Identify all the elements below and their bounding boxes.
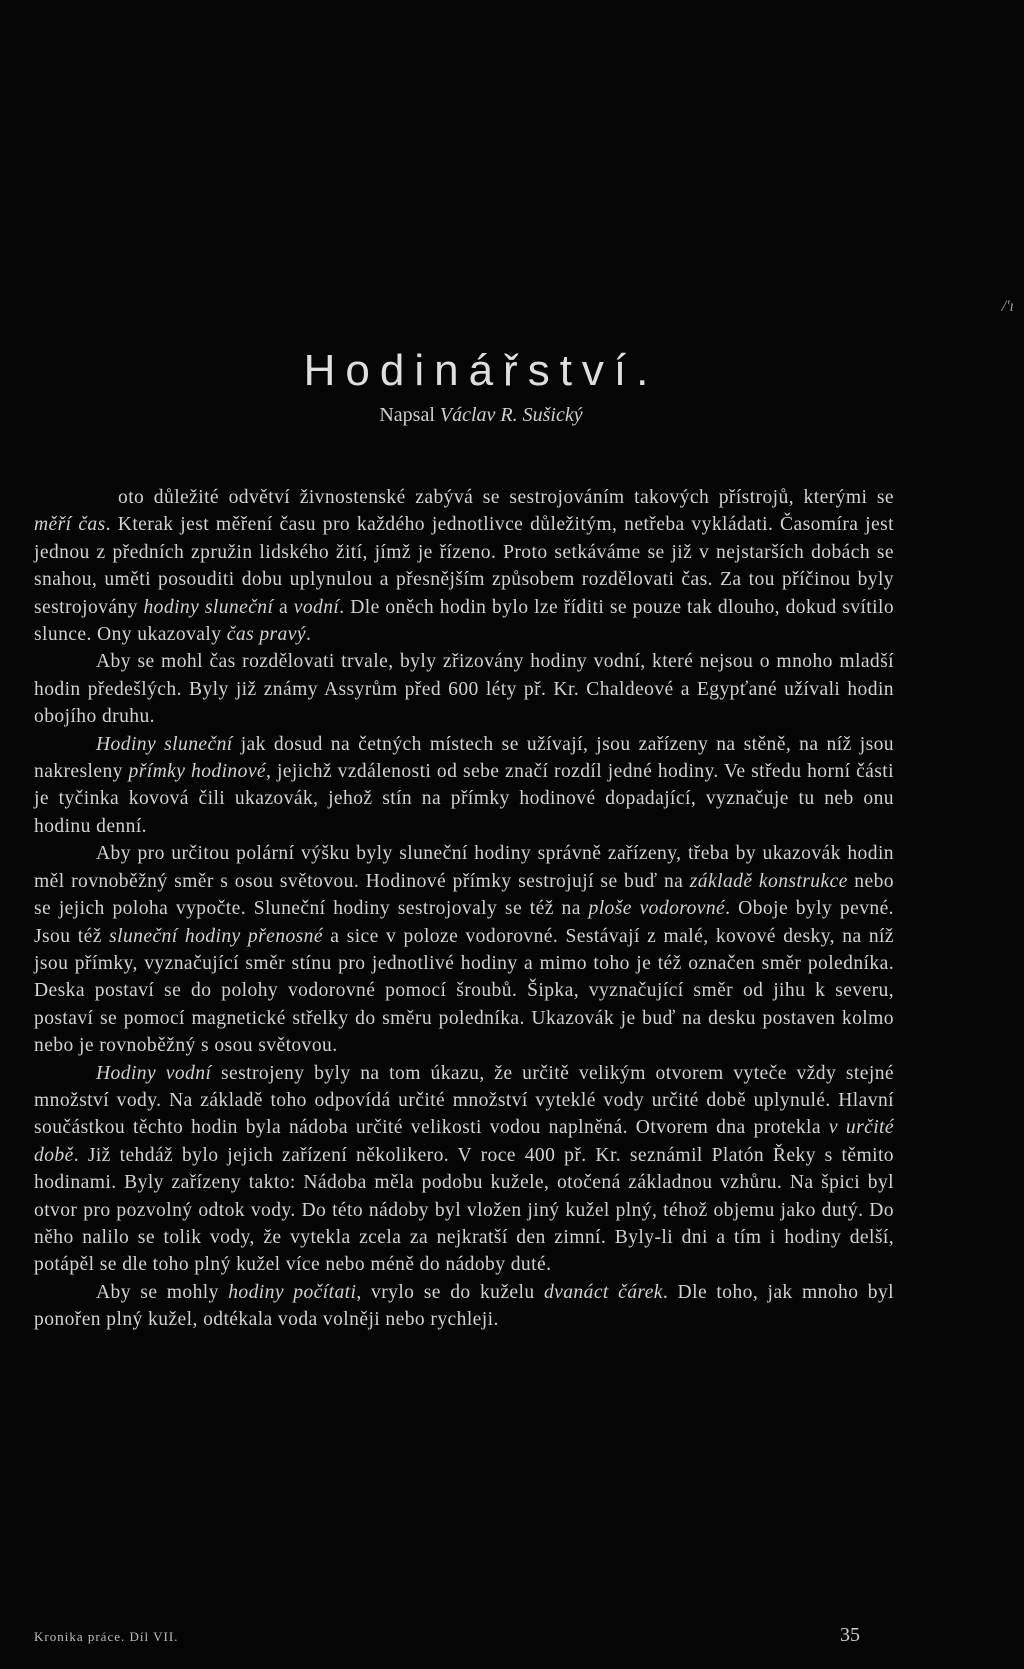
byline-author: Václav R. Sušický (439, 404, 583, 426)
byline (0, 404, 962, 427)
emphasis-text: měří čas (34, 514, 106, 536)
emphasis-text: vodní (293, 596, 340, 618)
text-run: Aby pro určitou polární výšku byly sluneční hodiny správně zařízeny, třeba by ukazovák hodin měl rovnoběžný směr s osou světovou. Hodinové přímky sestrojují se buď na (34, 843, 894, 892)
emphasis-text: ploše vodorovné (588, 898, 726, 920)
text-run: sestrojeny byly na tom úkazu, že určitě velikým otvorem vyteče vždy stejné množství vody. Na základě toho odpovídá určité množství vyteklé vody určité době uplynulé. Hlavní součástkou těchto hodin byla nádoba určité velikosti vodou naplněná. Otvorem dna protekla (34, 1062, 894, 1139)
text-run: nebo se jejich poloha vypočte. Sluneční hodiny sestrojovaly se též na (34, 870, 894, 920)
footer-publication: Kronika práce. Díl VII. (34, 1629, 179, 1644)
paragraph (34, 840, 894, 1059)
text-run: . (305, 624, 312, 646)
text-run: . Dle oněch hodin bylo lze říditi se pouze tak dlouho, dokud svítilo slunce. Ony ukazovaly (34, 596, 895, 646)
text-run: a (273, 596, 294, 618)
text-run: , vrylo se do kuželu (356, 1281, 544, 1303)
emphasis-text: Hodiny sluneční (96, 733, 233, 755)
emphasis-text: přímky hodinové (128, 761, 267, 783)
text-run: , jejichž vzdálenosti od sebe značí rozdíl jedné hodiny. Ve středu horní části je tyčinka kovová čili ukazovák, jehož stín na přímky hodinové dopadající, vyznačuje tu neb onu hodinu denní. (34, 761, 894, 837)
text-run: . Oboje byly pevné. Jsou též (34, 898, 894, 947)
text-run: Aby se mohl čas rozdělovati trvale, byly zřizovány hodiny vodní, které nejsou o mnoho mladší hodin předešlých. Byly již známy Assyrům před 600 léty př. Kr. Chaldeové a Egypťané užívali hodin obojího druhu. (34, 651, 894, 728)
emphasis-text: hodiny počítati (228, 1281, 357, 1303)
paragraph (34, 1060, 894, 1279)
text-run: Aby se mohly (96, 1281, 229, 1303)
page-number: 35 (840, 1624, 860, 1646)
emphasis-text: sluneční hodiny přenosné (109, 925, 323, 947)
paragraph (34, 731, 894, 841)
page-corner-mark: /'ı (1001, 298, 1014, 315)
text-run: . Dle toho, jak mnoho byl ponořen plný kužel, odtékala voda volněji nebo rychleji. (34, 1281, 894, 1331)
emphasis-text: základě konstrukce (689, 870, 848, 892)
page-title: Hodinářství. (303, 346, 659, 395)
paragraph (34, 648, 894, 730)
emphasis-text: dvanáct čárek (543, 1281, 663, 1303)
text-run: oto důležité odvětví živnostenské zabývá se sestrojováním takových přístrojů, kterými se (118, 487, 894, 508)
emphasis-text: hodiny sluneční (143, 596, 274, 618)
emphasis-text: Hodiny vodní (96, 1062, 212, 1084)
byline-prefix: Napsal (379, 404, 440, 426)
text-run: a sice v poloze vodorovné. Sestávají z malé, kovové desky, na níž jsou přímky, vyznačující směr stínu pro jednotlivé hodiny a mimo toho je též označen směr poledníka. Deska postaví se do polohy vodorovné pomocí šroubů. Šipka, vyznačující směr od jihu k severu, postaví se pomocí magnetické střelky do směru poledníka. Ukazovák je buď na desku postaven kolmo nebo je rovnoběžný s osou světovou. (34, 925, 894, 1057)
page-footer (34, 1624, 894, 1647)
paragraph (34, 484, 894, 648)
text-run: . Kterak jest měření času pro každého jednotlivce důležitým, netřeba vykládati. Časomíra jest jednou z předních zpružin lidského žití, jímž je řízeno. Proto setkáváme se již v nejstarších dobách se snahou, uměti posouditi dobu uplynulou a přesnějším způsobem rozdělovati čas. Za tou příčinou byly sestrojovány (34, 514, 894, 618)
emphasis-text: v určité době (34, 1117, 894, 1166)
emphasis-text: čas pravý (226, 624, 306, 646)
text-run: . Již tehdáž bylo jejich zařízení několikero. V roce 400 př. Kr. seznámil Platón Řeky s těmito hodinami. Byly zařízeny takto: Nádoba měla podobu kužele, otočená základnou vzhůru. Na špici byl otvor pro pozvolný odtok vody. Do této nádoby byl vložen jiný kužel plný, téhož objemu jako dutý. Do něho nalilo se tolik vody, že vytekla zcela za nejkratší den zimní. Byly-li dni a tím i hodiny delší, potápěl se dle toho plný kužel více nebo méně do nádoby duté. (34, 1144, 894, 1276)
text-run: jak dosud na četných místech se užívají, jsou zařízeny na stěně, na níž jsou nakresleny (34, 733, 894, 783)
paragraph (34, 1279, 894, 1334)
article-body (34, 484, 894, 1334)
